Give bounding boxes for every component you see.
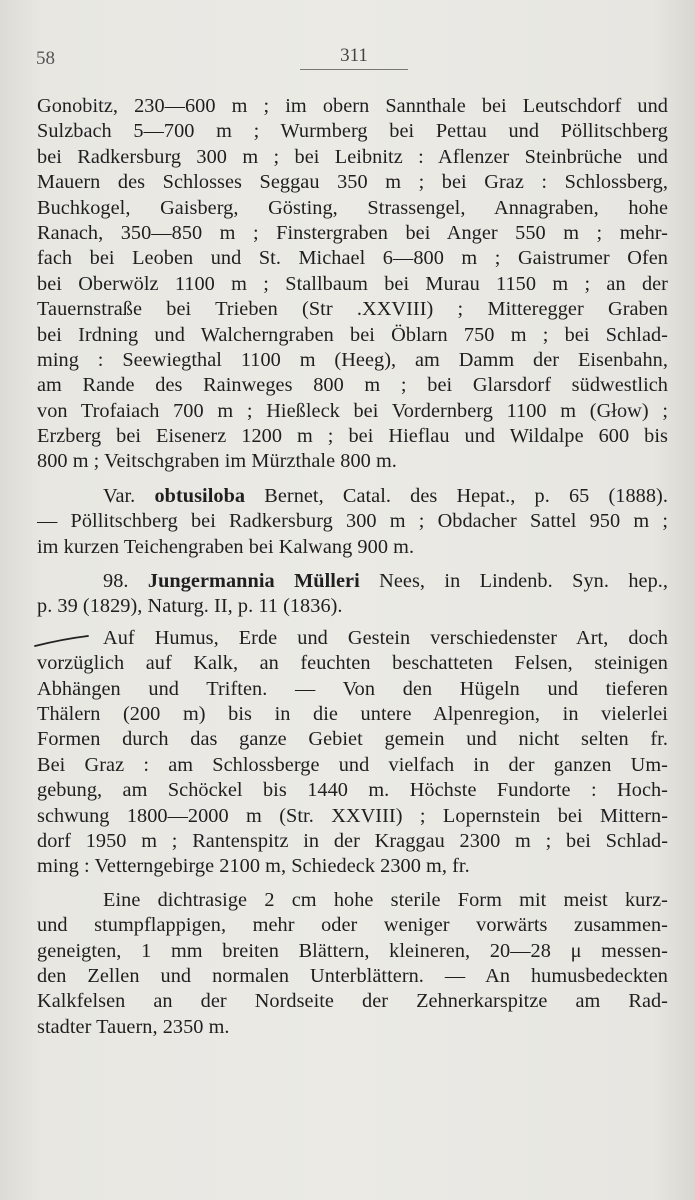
text-line: — Pöllitschberg bei Radkersburg 300 m ; Obdacher Sattel 950 m ;	[37, 510, 668, 533]
text-line: Buchkogel, Gaisberg, Gösting, Strassengel, Annagraben, hohe	[37, 196, 668, 219]
text-line: 800 m ; Veitschgraben im Mürzthale 800 m.	[37, 450, 397, 473]
text-line: von Trofaiach 700 m ; Hießleck bei Vordernberg 1100 m (Głow) ;	[37, 399, 668, 422]
text-line: Mauern des Schlosses Seggau 350 m ; bei Graz : Schlossberg,	[37, 171, 668, 194]
text-line: schwung 1800—2000 m (Str. XXVIII) ; Lopernstein bei Mittern-	[37, 804, 668, 827]
form-paragraph	[37, 888, 668, 1040]
text-line: ming : Vetterngebirge 2100 m, Schiedeck 2300 m, fr.	[37, 855, 470, 878]
species-name: Jungermannia Mülleri	[147, 570, 360, 593]
text-line: geneigten, 1 mm breiten Blättern, kleineren, 20—28 μ messen-	[37, 939, 668, 962]
variety-heading-line	[37, 484, 668, 509]
species-entry	[37, 569, 668, 620]
text-line: Thälern (200 m) bis in die untere Alpenregion, in vielerlei	[37, 702, 668, 725]
page-number: 58	[36, 48, 55, 69]
text-line: bei Radkersburg 300 m ; bei Leibnitz : Aflenzer Steinbrüche und	[37, 145, 668, 168]
text-line: Abhängen und Triften. — Von den Hügeln und tieferen	[37, 677, 668, 700]
text-line: am Rande des Rainweges 800 m ; bei Glarsdorf südwestlich	[37, 374, 668, 397]
variety-name: obtusiloba	[154, 484, 246, 507]
text-line: den Zellen und normalen Unterblättern. — An humusbedeckten	[37, 964, 668, 987]
text-line: Kalkfelsen an der Nordseite der Zehnerkarspitze am Rad-	[37, 990, 668, 1013]
locality-paragraph	[37, 94, 668, 475]
text-line: gebung, am Schöckel bis 1440 m. Höchste Fundorte : Hoch-	[37, 779, 668, 802]
text-line: ming : Seewiegthal 1100 m (Heeg), am Damm der Eisenbahn,	[37, 348, 668, 371]
variety-paragraph	[37, 484, 668, 560]
folio-number: 311	[340, 45, 368, 66]
habitat-paragraph	[37, 626, 668, 880]
text-line: Gonobitz, 230—600 m ; im obern Sannthale bei Leutschdorf und	[37, 95, 668, 117]
species-citation: Nees, in Lindenb. Syn. hep.,	[359, 570, 668, 593]
variety-citation: Bernet, Catal. des Hepat., p. 65 (1888).	[245, 484, 668, 507]
text-line: Sulzbach 5—700 m ; Wurmberg bei Pettau und Pöllitschberg	[37, 120, 668, 143]
text-line: fach bei Leoben und St. Michael 6—800 m ; Gaistrumer Ofen	[37, 247, 668, 270]
body-text	[37, 94, 668, 1040]
text-line: Eine dichtrasige 2 cm hohe sterile Form mit meist kurz-	[103, 888, 668, 911]
text-line: und stumpflappigen, mehr oder weniger vorwärts zusammen-	[37, 914, 668, 937]
text-line: bei Irdning und Walcherngraben bei Öblarn 750 m ; bei Schlad-	[37, 323, 668, 346]
text-line: Formen durch das ganze Gebiet gemein und nicht selten fr.	[37, 728, 668, 751]
text-line: bei Oberwölz 1100 m ; Stallbaum bei Murau 1150 m ; an der	[37, 272, 668, 295]
text-line: p. 39 (1829), Naturg. II, p. 11 (1836).	[37, 595, 343, 618]
text-line: Tauernstraße bei Trieben (Str .XXVIII) ; Mitteregger Graben	[37, 298, 668, 321]
folio-underline	[300, 69, 408, 70]
variety-prefix: Var.	[103, 484, 155, 507]
text-line: Erzberg bei Eisenerz 1200 m ; bei Hieflau und Wildalpe 600 bis	[37, 425, 668, 448]
text-line: dorf 1950 m ; Rantenspitz in der Kraggau 2300 m ; bei Schlad-	[37, 829, 668, 852]
text-line: vorzüglich auf Kalk, an feuchten beschatteten Felsen, steinigen	[37, 652, 668, 675]
text-line: stadter Tauern, 2350 m.	[37, 1015, 230, 1038]
text-line: Bei Graz : am Schlossberge und vielfach in der ganzen Um-	[37, 753, 668, 776]
text-line: Ranach, 350—850 m ; Finstergraben bei Anger 550 m ; mehr-	[37, 221, 668, 244]
species-number: 98.	[103, 570, 148, 593]
species-heading-line	[37, 569, 668, 594]
text-line: Auf Humus, Erde und Gestein verschiedenster Art, doch	[103, 626, 668, 649]
text-line: im kurzen Teichengraben bei Kalwang 900 m.	[37, 535, 415, 558]
